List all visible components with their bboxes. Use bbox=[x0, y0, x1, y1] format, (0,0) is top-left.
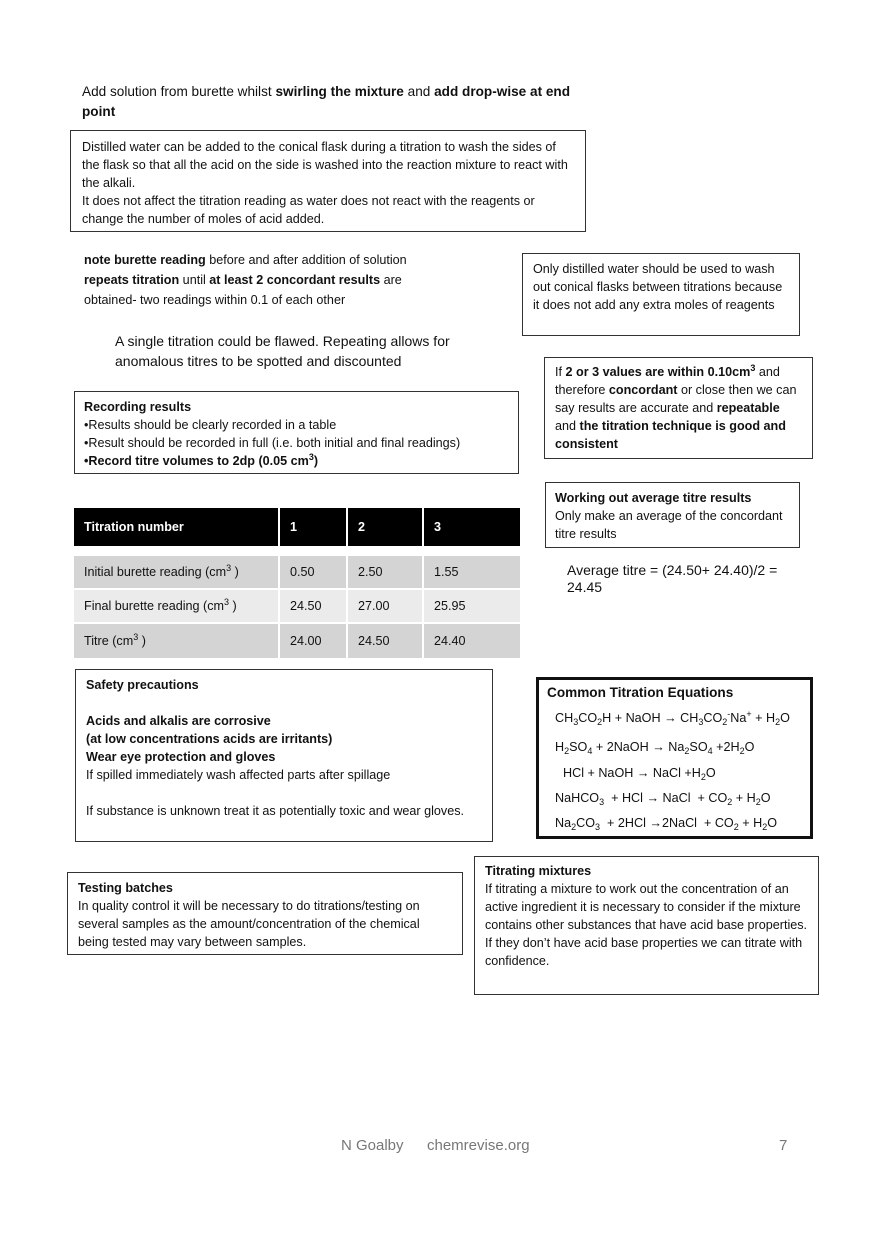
single-titration-note: A single titration could be flawed. Repeating allows for anomalous titres to be spotted and discounted bbox=[115, 333, 450, 369]
equations-box bbox=[536, 677, 813, 839]
table-cell: Final burette reading ($cm^3$ ) bbox=[74, 590, 280, 624]
page-number: 7 bbox=[779, 1137, 788, 1154]
average-box: Working out average titre results Only make an average of the concordant titre results bbox=[545, 482, 800, 548]
distilled-water-text-1: Distilled water can be added to the conical flask during a titration to wash the sides of the flask so that all the acid on the side is washed into the reaction mixture to react with the alkali. bbox=[82, 140, 568, 190]
table-cell: 0.50 bbox=[280, 556, 348, 590]
table-cell: Initial burette reading ($cm^3$ ) bbox=[74, 556, 280, 590]
table-cell: 24.40 bbox=[424, 624, 522, 660]
distilled-water-text-2: It does not affect the titration reading as water does not react with the reagents or change the number of moles of acid added. bbox=[82, 194, 535, 226]
testing-batches-box: Testing batches In quality control it will be necessary to do titrations/testing on several samples as the amount/concentration of the chemical being tested may vary between samples. bbox=[67, 872, 463, 955]
average-calculation: Average titre = (24.50+ 24.40)/2 = 24.45 bbox=[567, 562, 778, 595]
table-cell: 24.00 bbox=[280, 624, 348, 660]
table-cell: 2.50 bbox=[348, 556, 424, 590]
arrow-icon: → bbox=[652, 740, 665, 754]
equation-4: NaHCO$_3$ + HCl → NaCl + $CO_2 + H_2O$ bbox=[555, 791, 771, 807]
table-cell: 25.95 bbox=[424, 590, 522, 624]
only-distilled-box: Only distilled water should be used to wash out conical flasks between titrations because it does not add any extra moles of reagents bbox=[522, 253, 800, 336]
arrow-icon: → bbox=[636, 766, 650, 780]
footer-author: N Goalby bbox=[341, 1137, 404, 1154]
table-cell: 24.50 bbox=[348, 624, 424, 660]
titration-table bbox=[74, 508, 522, 660]
arrow-icon: → bbox=[664, 711, 677, 725]
recording-title: Recording results bbox=[84, 400, 192, 414]
footer-site: chemrevise.org bbox=[427, 1137, 530, 1154]
recording-results-box: Recording results •Results should be clearly recorded in a table •Result should be recorded in full (i.e. both initial and final readings) •Record titre volumes to 2dp (0.05 $cm^3$) bbox=[74, 391, 519, 474]
table-header: 1 bbox=[280, 508, 348, 548]
concordant-box: If 2 or 3 values are within $0.10cm^3$ and therefore concordant or close then we can say results are accurate and repeatable and the titration technique is good and consistent bbox=[544, 357, 813, 459]
table-cell: 27.00 bbox=[348, 590, 424, 624]
burette-note: note burette reading before and after addition of solution repeats titration until at least 2 concordant results are obtained- two readings within 0.1 of each other bbox=[84, 253, 407, 307]
equations-title: Common Titration Equations bbox=[547, 685, 734, 700]
table-cell: Titre ($cm^3$ ) bbox=[74, 624, 280, 660]
arrow-icon: → bbox=[646, 791, 660, 805]
table-row bbox=[74, 624, 522, 660]
safety-box: Safety precautions Acids and alkalis are corrosive (at low concentrations acids are irritants) Wear eye protection and gloves If spilled immediately wash affected parts after spillage If substance is unknown treat it as potentially toxic and wear gloves. bbox=[75, 669, 493, 842]
distilled-water-box bbox=[70, 130, 586, 232]
equation-1: $CH_3CO_2H$ + NaOH → $CH_3CO_2^-Na^+ + H_2O$ bbox=[555, 709, 790, 727]
table-header: 2 bbox=[348, 508, 424, 548]
table-header-row bbox=[74, 508, 522, 548]
table-header: Titration number bbox=[74, 508, 280, 548]
table-cell: 24.50 bbox=[280, 590, 348, 624]
equation-5: $Na_2CO_3 + 2HCl$ →2NaCl + $CO_2 + H_2O$ bbox=[555, 816, 777, 832]
table-row bbox=[74, 556, 522, 590]
equation-3: HCl + NaOH → NaCl $+H_2O$ bbox=[563, 766, 716, 782]
intro-text: Add solution from burette whilst swirling the mixture and add drop-wise at end point bbox=[82, 84, 571, 119]
titrating-mixtures-box: Titrating mixtures If titrating a mixture to work out the concentration of an active ingredient it is necessary to consider if the mixture contains other substances that have acid base properties. If they don’t have acid base properties we can titrate with confidence. bbox=[474, 856, 819, 995]
table-cell: 1.55 bbox=[424, 556, 522, 590]
table-row bbox=[74, 590, 522, 624]
table-header: 3 bbox=[424, 508, 522, 548]
arrow-icon: → bbox=[649, 816, 662, 830]
equation-2: $H_2SO_4$ + 2NaOH → $Na_2SO_4 +2H_2O$ bbox=[555, 740, 755, 756]
